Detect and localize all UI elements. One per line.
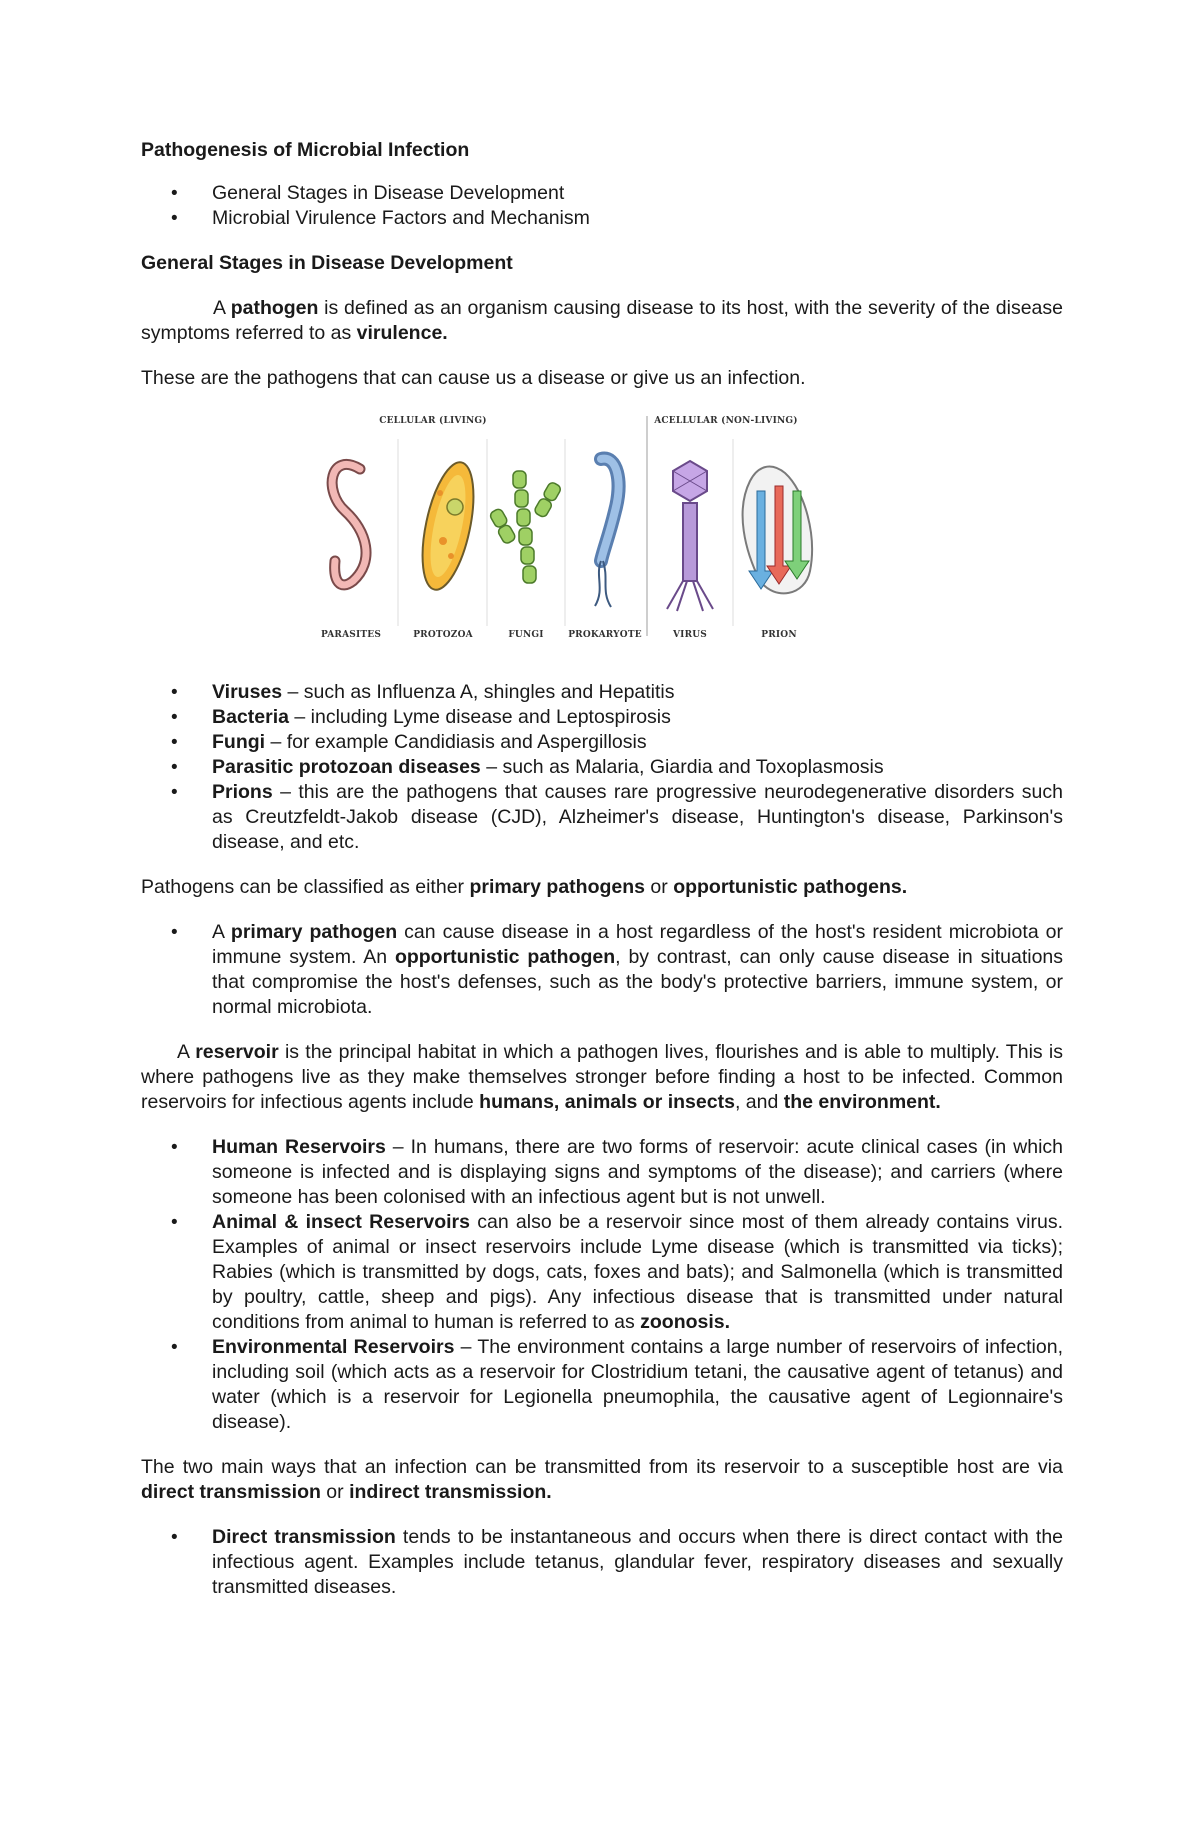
- list-item: • Fungi – for example Candidiasis and Aspergillosis: [141, 730, 1063, 755]
- list-item: • Animal & insect Reservoirs can also be a reservoir since most of them already contains virus. Examples of animal or insect reservoirs include Lyme disease (which is transmitted via ticks); Rabies (which is transmitted by dogs, cats, foxes and bats); and Salmonella (which is transmitted by poultry, cattle, sheep and pigs). Any infectious disease that is transmitted under natural conditions from animal to human is referred to as zoonosis.: [141, 1210, 1063, 1335]
- section-heading: General Stages in Disease Development: [141, 252, 513, 274]
- pathogen-types-figure: [305, 411, 875, 656]
- figure-group-cellular: CELLULAR (LIVING): [379, 416, 487, 426]
- topic-list: [141, 181, 1063, 231]
- prion-illustration: [743, 467, 812, 594]
- transmission-list: [141, 1525, 1063, 1600]
- figure-group-acellular: ACELLULAR (NON-LIVING): [654, 416, 798, 426]
- topic-item: • Microbial Virulence Factors and Mechanism: [141, 206, 1063, 231]
- figure-label-protozoa: PROTOZOA: [413, 630, 473, 640]
- figure-label-fungi: FUNGI: [508, 630, 544, 640]
- list-item: • Parasitic protozoan diseases – such as Malaria, Giardia and Toxoplasmosis: [141, 755, 1063, 780]
- reservoir-list: [141, 1135, 1063, 1435]
- pathogen-definition: A pathogen is defined as an organism causing disease to its host, with the severity of the disease symptoms referred to as virulence.: [141, 297, 1063, 344]
- document-title: Pathogenesis of Microbial Infection: [141, 139, 470, 161]
- list-item: • Viruses – such as Influenza A, shingles and Hepatitis: [141, 680, 1063, 705]
- primary-pathogen-list: [141, 920, 1063, 1020]
- document-page: [141, 138, 1063, 1620]
- list-item: • Prions – this are the pathogens that causes rare progressive neurodegenerative disorders such as Creutzfeldt-Jakob disease (CJD), Alzheimer's disease, Huntington's disease, Parkinson's disease, and etc.: [141, 780, 1063, 855]
- transmission-paragraph: The two main ways that an infection can be transmitted from its reservoir to a susceptible host are via direct transmission or indirect transmission.: [141, 1456, 1063, 1503]
- figure-label-virus: VIRUS: [672, 630, 708, 640]
- prokaryote-illustration: [595, 459, 619, 607]
- list-item: • Environmental Reservoirs – The environment contains a large number of reservoirs of infection, including soil (which acts as a reservoir for Clostridium tetani, the causative agent of tetanus) and water (which is a reservoir for Legionella pneumophila, the causative agent of Legionnaire's disease).: [141, 1335, 1063, 1435]
- list-item: • A primary pathogen can cause disease in a host regardless of the host's resident microbiota or immune system. An opportunistic pathogen, by contrast, can only cause disease in situations that compromise the host's defenses, such as the body's protective barriers, immune system, or normal microbiota.: [141, 920, 1063, 1020]
- reservoir-paragraph: A reservoir is the principal habitat in which a pathogen lives, flourishes and is able to multiply. This is where pathogens live as they make themselves stronger before finding a host to be infected. Common reservoirs for infectious agents include humans, animals or insects, and the environment.: [141, 1041, 1063, 1113]
- figure-label-prion: PRION: [761, 630, 797, 640]
- parasite-illustration: [332, 464, 366, 584]
- pathogens-intro: These are the pathogens that can cause us a disease or give us an infection.: [141, 367, 806, 389]
- list-item: • Human Reservoirs – In humans, there are two forms of reservoir: acute clinical cases (in which someone is infected and is displaying signs and symptoms of the disease); and carriers (where someone has been colonised with an infectious agent but is not unwell.: [141, 1135, 1063, 1210]
- pathogen-list: [141, 680, 1063, 855]
- figure-label-prokaryote: PROKARYOTE: [568, 630, 642, 640]
- topic-item: • General Stages in Disease Development: [141, 181, 1063, 206]
- term-virulence: virulence.: [356, 322, 448, 344]
- term-pathogen: pathogen: [230, 297, 319, 319]
- fungi-illustration: [489, 471, 562, 583]
- virus-illustration: [667, 461, 713, 611]
- list-item: • Direct transmission tends to be instantaneous and occurs when there is direct contact with the infectious agent. Examples include tetanus, glandular fever, respiratory diseases and sexually transmitted diseases.: [141, 1525, 1063, 1600]
- classification-paragraph: Pathogens can be classified as either primary pathogens or opportunistic pathogens.: [141, 876, 908, 898]
- protozoa-illustration: [413, 458, 483, 594]
- figure-label-parasites: PARASITES: [320, 630, 382, 640]
- list-item: • Bacteria – including Lyme disease and Leptospirosis: [141, 705, 1063, 730]
